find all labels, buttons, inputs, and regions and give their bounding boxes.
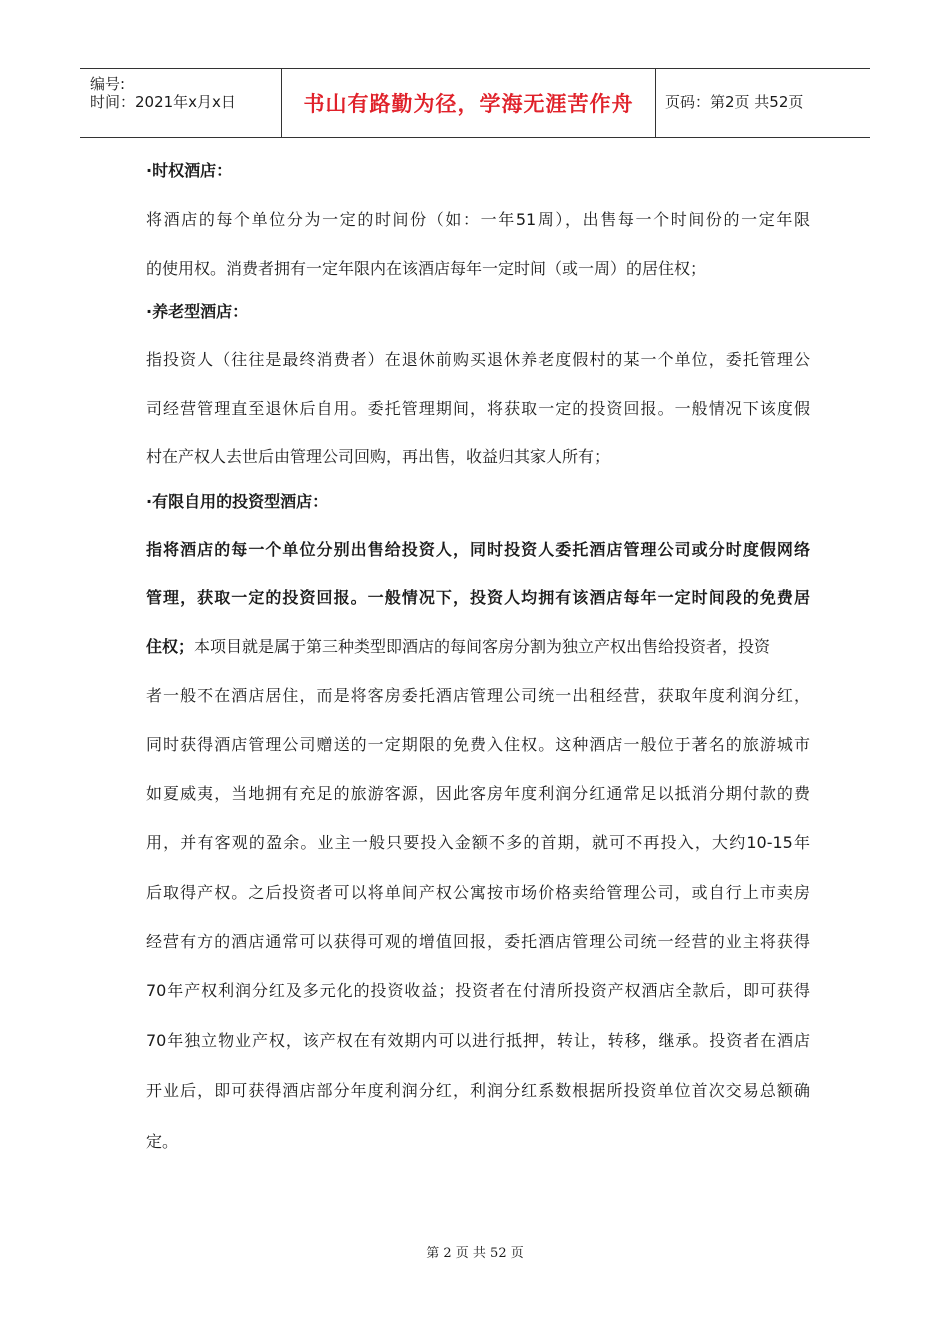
section-heading-investment: ·有限自用的投资型酒店： — [146, 492, 329, 511]
section-heading-retirement: ·养老型酒店： — [146, 302, 249, 321]
section-heading-timeshare: ·时权酒店： — [146, 161, 233, 180]
paragraph-line: 的使用权。消费者拥有一定年限内在该酒店每年一定时间（或一周）的居住权； — [146, 259, 707, 278]
paragraph-line: 开业后，即可获得酒店部分年度利润分红，利润分红系数根据所投资单位首次交易总额确 — [146, 1081, 810, 1100]
header-meta-cell — [80, 69, 280, 137]
paragraph-line: 指投资人（往往是最终消费者）在退休前购买退休养老度假村的某一个单位，委托管理公 — [146, 350, 810, 369]
bold-fragment: 住权； — [146, 637, 195, 656]
normal-fragment: 本项目就是属于第三种类型即酒店的每间客房分割为独立产权出售给投资者，投资 — [194, 637, 771, 656]
paragraph-line: 如夏威夷，当地拥有充足的旅游客源，因此客房年度利润分红通常足以抵消分期付款的费 — [146, 784, 810, 803]
paragraph-line: 用，并有客观的盈余。业主一般只要投入金额不多的首期，就可不再投入，大约10-15年 — [146, 833, 810, 852]
paragraph-line-bold: 指将酒店的每一个单位分别出售给投资人，同时投资人委托酒店管理公司或分时度假网络 — [146, 540, 810, 559]
document-header — [80, 68, 870, 138]
motto: 书山有路勤为径，学海无涯苦作舟 — [303, 92, 634, 116]
paragraph-line-mixed — [146, 637, 810, 657]
paragraph-line-bold: 管理，获取一定的投资回报。一般情况下，投资人均拥有该酒店每年一定时间段的免费居 — [146, 588, 810, 607]
paragraph-line: 经营有方的酒店通常可以获得可观的增值回报，委托酒店管理公司统一经营的业主将获得 — [146, 932, 810, 951]
paragraph-line: 者一般不在酒店居住，而是将客房委托酒店管理公司统一出租经营，获取年度利润分红， — [146, 686, 810, 705]
paragraph-line: 后取得产权。之后投资者可以将单间产权公寓按市场价格卖给管理公司，或自行上市卖房 — [146, 883, 810, 902]
paragraph-line: 将酒店的每个单位分为一定的时间份（如：一年51周），出售每一个时间份的一定年限 — [146, 210, 810, 229]
page-info: 页码：第2页 共52页 — [665, 93, 804, 111]
paragraph-line: 村在产权人去世后由管理公司回购，再出售，收益归其家人所有； — [146, 447, 611, 466]
paragraph-line: 定。 — [146, 1132, 179, 1151]
page-footer: 第 2 页 共 52 页 — [426, 1246, 524, 1261]
header-motto-cell — [281, 69, 656, 137]
paragraph-line: 70年独立物业产权，该产权在有效期内可以进行抵押，转让，转移，继承。投资者在酒店 — [146, 1031, 810, 1050]
paragraph-line: 司经营管理直至退休后自用。委托管理期间，将获取一定的投资回报。一般情况下该度假 — [146, 399, 810, 418]
paragraph-line: 70年产权利润分红及多元化的投资收益；投资者在付清所投资产权酒店全款后，即可获得 — [146, 981, 810, 1000]
time-label: 时间：2021年x月x日 — [90, 93, 236, 111]
paragraph-line: 同时获得酒店管理公司赠送的一定期限的免费入住权。这种酒店一般位于著名的旅游城市 — [146, 735, 810, 754]
header-page-cell — [655, 69, 870, 137]
code-label: 编号: — [90, 75, 126, 93]
